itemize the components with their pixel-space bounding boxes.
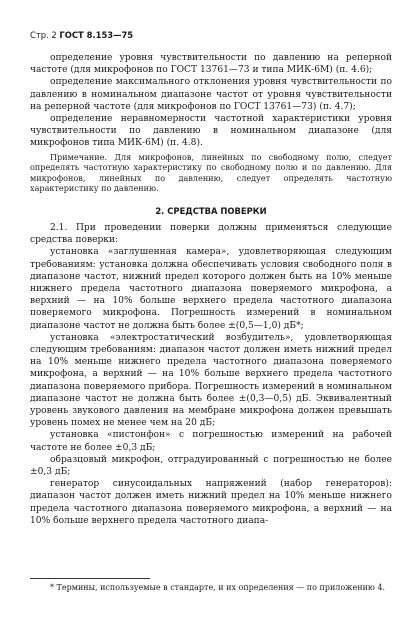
paragraph: генератор синусоидальных напряжений (набор генераторов): диапазон частот должен иметь нижний предел на 10% меньше нижнего предела частотного диапазона поверяемого микрофона, а верхний — на 10% больше верхнего предела частотного диапа-: [30, 479, 392, 526]
note-paragraph: Примечание. Для микрофонов, линейных по свободному полю, следует определять частотную характеристику по свободному полю и по давлению. Для микрофонов, линейных по давлению, следует определять частотную характеристику по давлению.: [30, 151, 392, 194]
paragraph: установка «заглушенная камера», удовлетворяющая следующим требованиям: установка должна обеспечивать условия свободного поля в диапазоне частот, нижний предел которого должен быть на 10% меньше нижнего предела частотного диапазона поверяемого микрофона, а верхний — на 10% больше верхнего предела частотного диапазона поверяемого микрофона. Погрешность измерений в номинальном диапазоне частот не должна быть более ±(0,5—1,0) дБ*;: [30, 247, 392, 331]
standard-id: ГОСТ 8.153—75: [59, 30, 134, 40]
paragraph: 2.1. При проведении поверки должны применяться следующие средства поверки:: [30, 223, 392, 246]
paragraph: определение максимального отклонения уровня чувствительности по давлению в номинальном диапазоне частот от уровня чувствительности на реперной частоте (для микрофонов по ГОСТ 13761—73) (п. 4.7);: [30, 77, 392, 112]
page-content: [30, 52, 392, 527]
paragraph: установка «электростатический возбудитель», удовлетворяющая следующим требованиям: диапазон частот должен иметь нижний предел на 10% меньше нижнего предела частотного диапазона поверяемого микрофона, а верхний — на 10% больше верхнего предела частотного диапазона поверяемого прибора. Погрешность измерений в номинальном диапазоне частот не должна быть более ±(0,3—0,5) дБ. Эквивалентный уровень звукового давления на мембране микрофона должен превышать уровень помех не менее чем на 20 дБ;: [30, 332, 392, 429]
paragraph: образцовый микрофон, отградуированный с погрешностью не более ±0,3 дБ;: [30, 454, 392, 478]
paragraph: установка «пистонфон» с погрешностью измерений на рабочей частоте не более ±0,3 дБ;: [30, 430, 392, 453]
section-title: 2. СРЕДСТВА ПОВЕРКИ: [155, 206, 267, 216]
paragraph: определение неравномерности частотной характеристики уровня чувствительности по давлению в номинальном диапазоне (для микрофонов типа МИК-6М) (п. 4.8).: [30, 114, 392, 149]
page-number: Стр. 2: [30, 30, 57, 40]
page-header: [30, 30, 133, 40]
footnote: * Термины, используемые в стандарте, и их определения — по приложению 4.: [50, 583, 386, 592]
footnote-divider: [30, 578, 150, 579]
paragraph: определение уровня чувствительности по давлению на реперной частоте (для микрофонов по ГОСТ 13761—73 и типа МИК-6М) (п. 4.6);: [30, 53, 392, 76]
